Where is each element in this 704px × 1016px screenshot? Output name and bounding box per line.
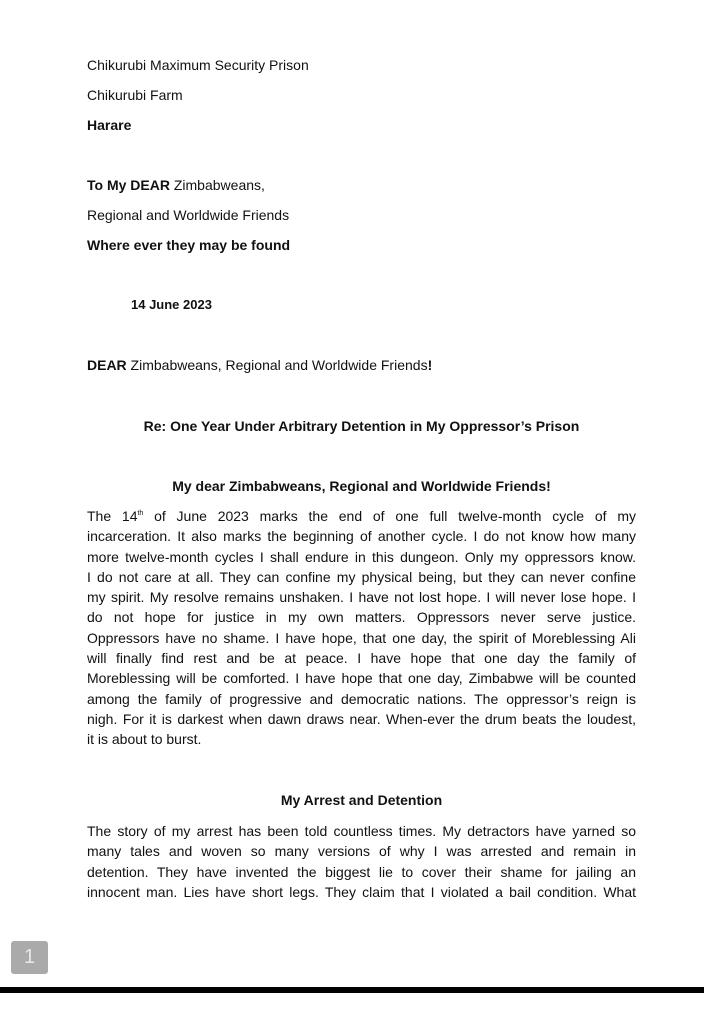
address-line: Chikurubi Maximum Security Prison — [87, 57, 309, 73]
salutation-bold: DEAR — [87, 357, 127, 373]
greeting-heading: My dear Zimbabweans, Regional and Worldwide Friends! — [172, 478, 551, 494]
paragraph-line: nigh. For it is darkest when dawn draws near. When-ever the drum beats the loudest, — [87, 710, 636, 727]
paragraph-line: The story of my arrest has been told countless times. My detractors have yarned so — [87, 823, 636, 839]
paragraph-line: detention. They have invented the biggest lie to cover their shame for jailing an — [87, 863, 636, 880]
paragraph-line: innocent man. Lies have short legs. They claim that I violated a bail condition. What — [87, 883, 636, 900]
recipient-line-3: Where ever they may be found — [87, 237, 291, 253]
letter-date: 14 June 2023 — [131, 297, 212, 312]
paragraph-line: many tales and woven so many versions of why I was arrested and remain in — [87, 843, 636, 860]
paragraph-line: more twelve-month cycles I shall endure in this dungeon. Only my oppressors know. — [87, 548, 636, 565]
paragraph-line: will finally find rest and be at peace. I have hope that one day the family of — [87, 650, 636, 667]
address-line: Chikurubi Farm — [87, 87, 183, 103]
paragraph-line: incarceration. It also marks the beginning of another cycle. I do not know how many — [87, 528, 636, 545]
paragraph-line: I do not care at all. They can confine my physical being, but they can never confine — [87, 568, 636, 585]
paragraph-line: Moreblessing will be comforted. I have hope that one day, Zimbabwe will be counted — [87, 670, 636, 687]
address-line: Harare — [87, 117, 132, 133]
paragraph-line: Oppressors have no shame. I have hope, that one day, the spirit of Moreblessing Ali — [87, 629, 636, 646]
paragraph-line: my spirit. My resolve remains unshaken. I have not lost hope. I will never lose hope. I — [87, 589, 636, 606]
recipient-line — [87, 177, 265, 193]
page-number-badge: 1 — [11, 941, 48, 974]
recipient-bold: To My DEAR — [87, 177, 170, 193]
paragraph-1 — [87, 506, 636, 750]
paragraph-line: do not hope for justice in my own matters. Oppressors never serve justice. — [87, 609, 636, 626]
text: The 14 — [87, 508, 138, 524]
recipient-line-2: Regional and Worldwide Friends — [87, 207, 290, 223]
text: of June 2023 marks the end of one full twelve-month cycle of my — [143, 508, 636, 524]
subject-heading: Re: One Year Under Arbitrary Detention in My Oppressor’s Prison — [143, 418, 580, 434]
salutation-rest: Zimbabweans, Regional and Worldwide Friends — [126, 357, 428, 373]
recipient-rest: Zimbabweans, — [169, 177, 265, 193]
paragraph-2 — [87, 821, 636, 902]
salutation — [87, 357, 432, 373]
superscript: th — [137, 510, 144, 517]
paragraph-line: among the family of progressive and democratic nations. The oppressor’s reign is — [87, 690, 636, 707]
salutation-end: ! — [427, 357, 433, 373]
section-heading: My Arrest and Detention — [280, 792, 443, 808]
paragraph-line: it is about to burst. — [87, 731, 202, 748]
page-divider — [0, 987, 704, 993]
paragraph-line — [87, 506, 636, 526]
